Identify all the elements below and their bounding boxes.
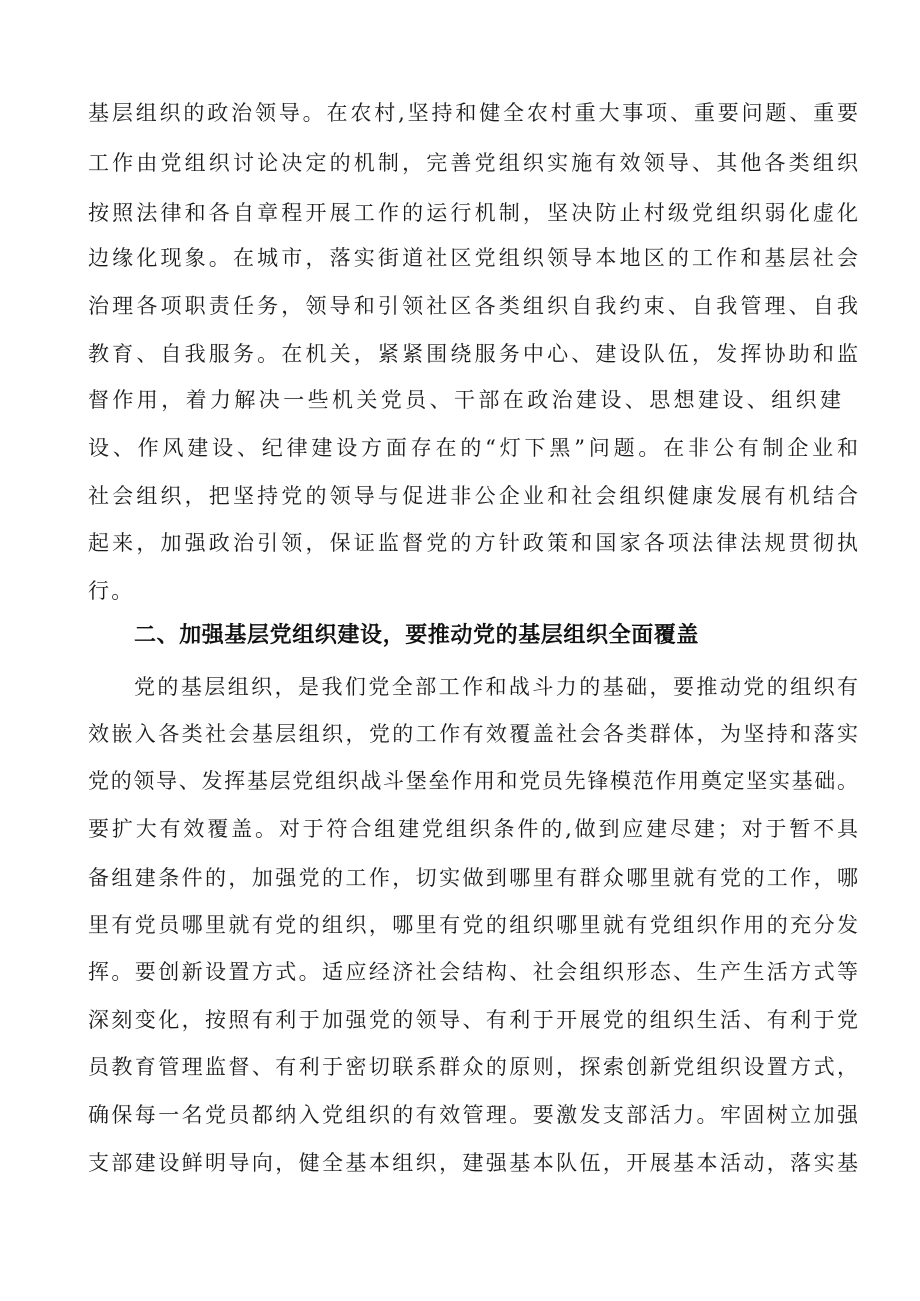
paragraph-line: 教育、自我服务。在机关，紧紧围绕服务中心、建设队伍，发挥协助和监 bbox=[88, 342, 858, 366]
paragraph-line: 党的领导、发挥基层党组织战斗堡垒作用和党员先锋模范作用奠定坚实基础。 bbox=[88, 769, 858, 793]
paragraph-line: 工作由党组织讨论决定的机制，完善党组织实施有效领导、其他各类组织 bbox=[88, 151, 858, 175]
paragraph-line: 备组建条件的，加强党的工作，切实做到哪里有群众哪里就有党的工作，哪 bbox=[88, 866, 858, 890]
paragraph-line: 社会组织，把坚持党的领导与促进非公企业和社会组织健康发展有机结合 bbox=[88, 484, 858, 508]
paragraph-line: 基层组织的政治领导。在农村,坚持和健全农村重大事项、重要问题、重要 bbox=[88, 101, 858, 125]
paragraph-line: 党的基层组织，是我们党全部工作和战斗力的基础，要推动党的组织有 bbox=[134, 675, 858, 699]
paragraph-line: 边缘化现象。在城市，落实街道社区党组织领导本地区的工作和基层社会 bbox=[88, 246, 858, 270]
paragraph-line: 行。 bbox=[88, 579, 135, 603]
paragraph-line: 支部建设鲜明导向，健全基本组织，建强基本队伍，开展基本活动，落实基 bbox=[88, 1151, 858, 1175]
paragraph-line: 深刻变化，按照有利于加强党的领导、有利于开展党的组织生活、有利于党 bbox=[88, 1008, 858, 1032]
paragraph-line: 挥。要创新设置方式。适应经济社会结构、社会组织形态、生产生活方式等 bbox=[88, 960, 858, 984]
paragraph-line: 要扩大有效覆盖。对于符合组建党组织条件的,做到应建尽建；对于暂不具 bbox=[88, 817, 858, 841]
paragraph-line: 起来，加强政治引领，保证监督党的方针政策和国家各项法律法规贯彻执 bbox=[88, 531, 858, 555]
paragraph-line: 督作用，着力解决一些机关党员、干部在政治建设、思想建设、组织建 bbox=[88, 388, 845, 412]
paragraph-line: 确保每一名党员都纳入党组织的有效管理。要激发支部活力。牢固树立加强 bbox=[88, 1103, 858, 1127]
paragraph-line: 设、作风建设、纪律建设方面存在的“灯下黑”问题。在非公有制企业和 bbox=[88, 436, 858, 460]
paragraph-line: 员教育管理监督、有利于密切联系群众的原则，探索创新党组织设置方式， bbox=[88, 1055, 858, 1079]
paragraph-line: 效嵌入各类社会基层组织，党的工作有效覆盖社会各类群体，为坚持和落实 bbox=[88, 722, 858, 746]
paragraph-line: 按照法律和各自章程开展工作的运行机制，坚决防止村级党组织弱化虚化 bbox=[88, 201, 858, 225]
section-heading: 二、加强基层党组织建设，要推动党的基层组织全面覆盖 bbox=[134, 623, 700, 648]
paragraph-line: 治理各项职责任务，领导和引领社区各类组织自我约束、自我管理、自我 bbox=[88, 294, 858, 318]
paragraph-line: 里有党员哪里就有党的组织，哪里有党的组织哪里就有党组织作用的充分发 bbox=[88, 913, 858, 937]
